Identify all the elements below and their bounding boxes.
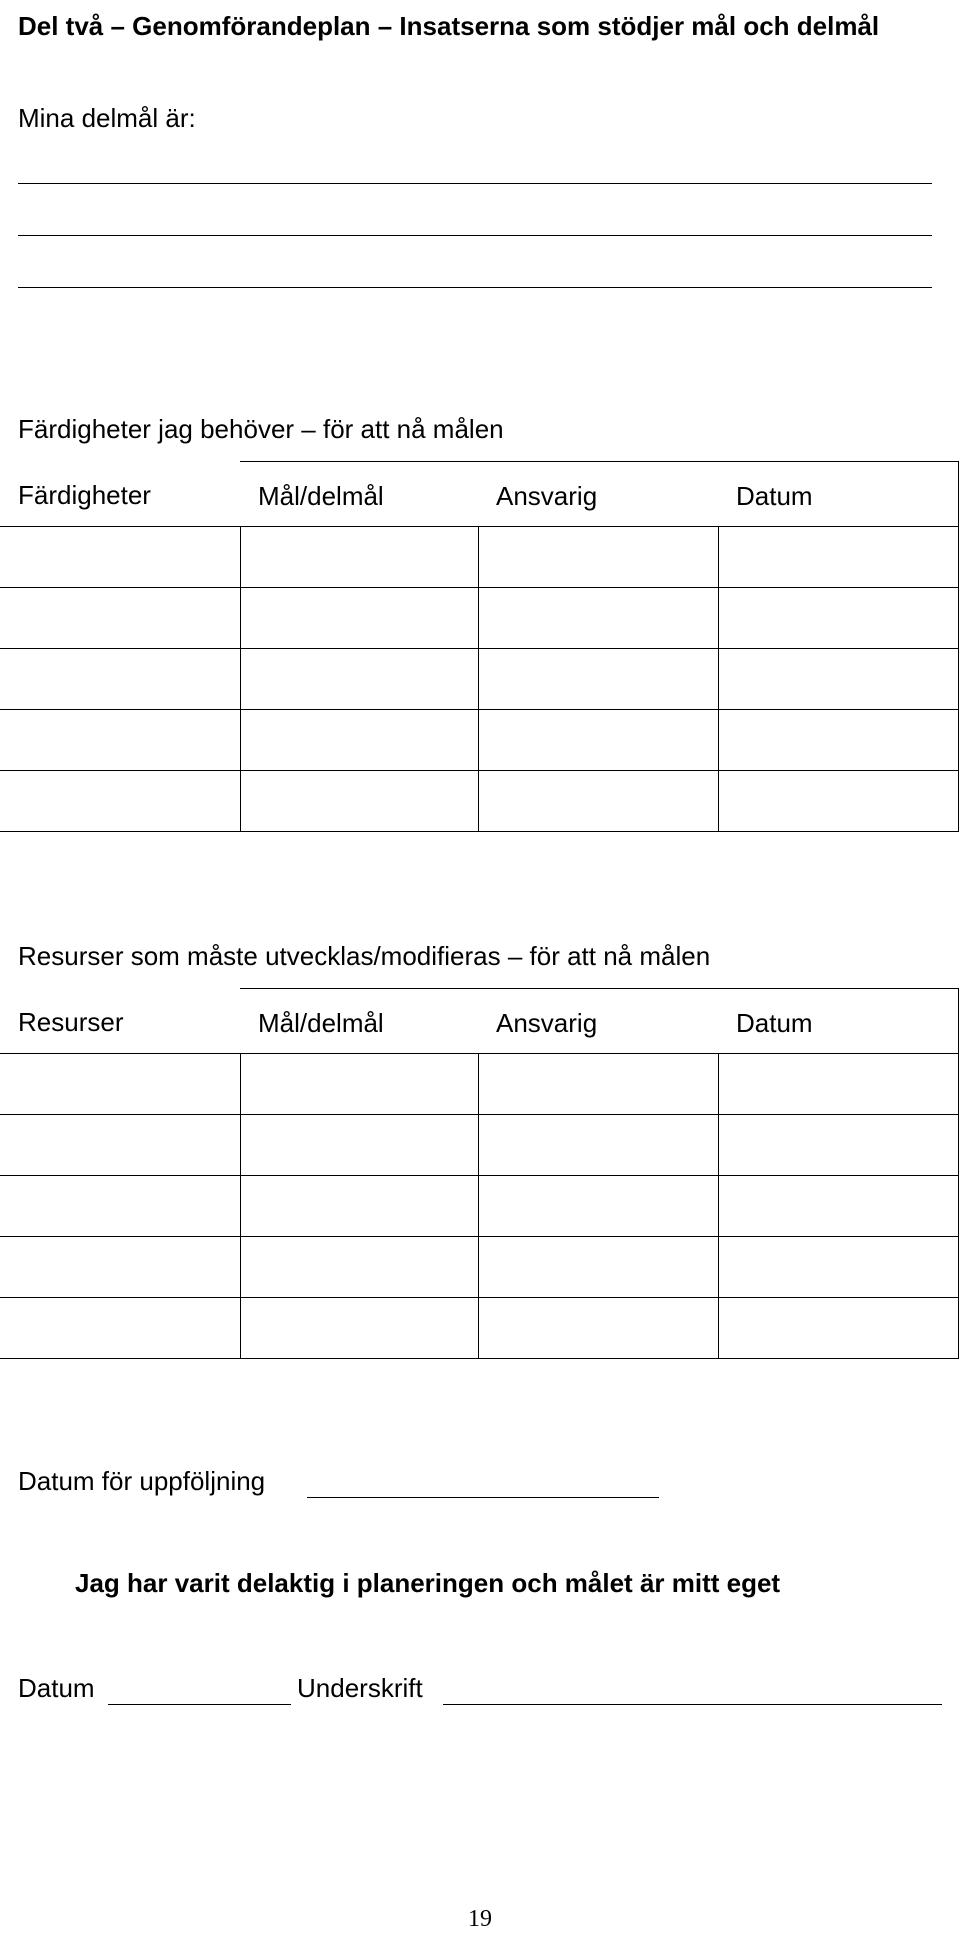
- resources-table-header: [0, 989, 958, 1054]
- table-cell[interactable]: [240, 1176, 478, 1237]
- table-cell[interactable]: [0, 1176, 240, 1237]
- followup-label: Datum för uppföljning: [18, 1466, 266, 1496]
- table-cell[interactable]: [240, 1115, 478, 1176]
- page-number: 19: [468, 1906, 492, 1932]
- skills-table-header: [0, 462, 958, 527]
- table-row: [0, 1298, 958, 1359]
- table-cell[interactable]: [718, 710, 958, 771]
- signature-date-line[interactable]: [108, 1704, 291, 1705]
- table-cell[interactable]: [0, 588, 240, 649]
- table-cell[interactable]: [240, 649, 478, 710]
- table-row: [0, 1237, 958, 1298]
- column-header: Datum: [718, 989, 958, 1054]
- table-row: [0, 527, 958, 588]
- table-cell[interactable]: [478, 1298, 718, 1359]
- table-cell[interactable]: [240, 527, 478, 588]
- table-cell[interactable]: [718, 771, 958, 832]
- table-cell[interactable]: [0, 527, 240, 588]
- table-cell[interactable]: [0, 649, 240, 710]
- column-header: Ansvarig: [478, 989, 718, 1054]
- table-cell[interactable]: [0, 710, 240, 771]
- column-header: Mål/delmål: [240, 989, 478, 1054]
- table-row: [0, 649, 958, 710]
- table-cell[interactable]: [478, 1115, 718, 1176]
- table-cell[interactable]: [718, 1115, 958, 1176]
- table-cell[interactable]: [718, 1298, 958, 1359]
- table-row: [0, 588, 958, 649]
- table-cell[interactable]: [0, 1298, 240, 1359]
- table-cell[interactable]: [0, 771, 240, 832]
- table-row: [0, 1115, 958, 1176]
- table-cell[interactable]: [240, 1237, 478, 1298]
- table-cell[interactable]: [478, 1176, 718, 1237]
- table-cell[interactable]: [478, 588, 718, 649]
- signature-label: Underskrift: [297, 1673, 423, 1703]
- table-cell[interactable]: [478, 771, 718, 832]
- column-header: Datum: [718, 462, 958, 527]
- table-row: [0, 710, 958, 771]
- goal-line-3[interactable]: [18, 287, 932, 288]
- table-cell[interactable]: [718, 1237, 958, 1298]
- table-cell[interactable]: [0, 1237, 240, 1298]
- signature-date-label: Datum: [18, 1673, 95, 1703]
- table-cell[interactable]: [478, 1054, 718, 1115]
- table-cell[interactable]: [718, 1054, 958, 1115]
- table-cell[interactable]: [240, 771, 478, 832]
- followup-date-line[interactable]: [307, 1497, 659, 1498]
- column-header: Resurser: [0, 989, 240, 1054]
- goals-prompt: Mina delmål är:: [18, 103, 196, 133]
- table-cell[interactable]: [718, 588, 958, 649]
- table-row: [0, 1176, 958, 1237]
- table-cell[interactable]: [718, 1176, 958, 1237]
- page-heading: Del två – Genomförandeplan – Insatserna som stödjer mål och delmål: [18, 11, 880, 41]
- table-cell[interactable]: [240, 588, 478, 649]
- resources-section-title: Resurser som måste utvecklas/modifieras – för att nå målen: [18, 941, 711, 971]
- table-cell[interactable]: [240, 1054, 478, 1115]
- table-cell[interactable]: [718, 649, 958, 710]
- table-cell[interactable]: [0, 1054, 240, 1115]
- table-row: [0, 1054, 958, 1115]
- goal-line-1[interactable]: [18, 183, 932, 184]
- table-cell[interactable]: [718, 527, 958, 588]
- table-cell[interactable]: [478, 649, 718, 710]
- skills-table: [0, 461, 959, 832]
- column-header: Ansvarig: [478, 462, 718, 527]
- column-header: Mål/delmål: [240, 462, 478, 527]
- table-row: [0, 771, 958, 832]
- table-cell[interactable]: [240, 1298, 478, 1359]
- resources-table: [0, 988, 959, 1359]
- goal-line-2[interactable]: [18, 235, 932, 236]
- table-cell[interactable]: [478, 1237, 718, 1298]
- table-cell[interactable]: [478, 710, 718, 771]
- signature-line[interactable]: [443, 1704, 942, 1705]
- table-cell[interactable]: [240, 710, 478, 771]
- column-header: Färdigheter: [0, 462, 240, 527]
- table-cell[interactable]: [478, 527, 718, 588]
- participation-statement: Jag har varit delaktig i planeringen och målet är mitt eget: [75, 1568, 781, 1598]
- skills-section-title: Färdigheter jag behöver – för att nå målen: [18, 414, 504, 444]
- table-cell[interactable]: [0, 1115, 240, 1176]
